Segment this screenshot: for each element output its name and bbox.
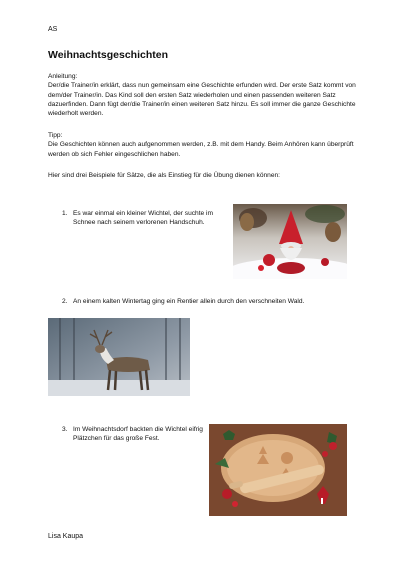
- list-item-number: 1.: [62, 210, 68, 217]
- examples-intro: Hier sind drei Beispiele für Sätze, die als Einstieg für die Übung dienen können:: [48, 172, 281, 179]
- list-item-number: 3.: [62, 426, 68, 433]
- list-item-text: An einem kalten Wintertag ging ein Rentier allein durch den verschneiten Wald.: [73, 298, 305, 305]
- tip-section: [48, 131, 358, 159]
- tip-label: Tipp:: [48, 132, 63, 139]
- footer-author: Lisa Kaupa: [48, 533, 84, 540]
- page-title: Weihnachtsgeschichten: [48, 49, 169, 61]
- list-item-text: Im Weihnachtsdorf backten die Wichtel eifrig Plätzchen für das große Fest.: [73, 426, 203, 443]
- list-item-number: 2.: [62, 298, 68, 305]
- instructions-label: Anleitung:: [48, 73, 78, 80]
- christmas-cookie-baking-photo: [209, 424, 347, 516]
- instructions-section: [48, 72, 358, 118]
- list-item-text: Es war einmal ein kleiner Wichtel, der suchte im Schnee nach seinem verlorenen Handschuh.: [73, 210, 213, 227]
- tip-text: Die Geschichten können auch aufgenommen werden, z.B. mit dem Handy. Beim Anhören kann überprüft werden ob sich Fehler eingeschlichen haben.: [48, 141, 354, 158]
- gnome-in-snow-photo: [233, 204, 347, 279]
- header-initials: AS: [48, 26, 58, 33]
- reindeer-in-forest-photo: [48, 318, 190, 396]
- instructions-text: Der/die Trainer/in erklärt, dass nun gemeinsam eine Geschichte erfunden wird. Der erste Satz kommt von dem/der Trainer/in. Das Kind soll den ersten Satz wiederholen und einen passenden weiteren Satz dazuerfinden. Dann fügt der/die Trainer/in einen weiteren Satz hinzu. Es soll immer die ganze Geschichte wiederholt werden.: [48, 82, 356, 118]
